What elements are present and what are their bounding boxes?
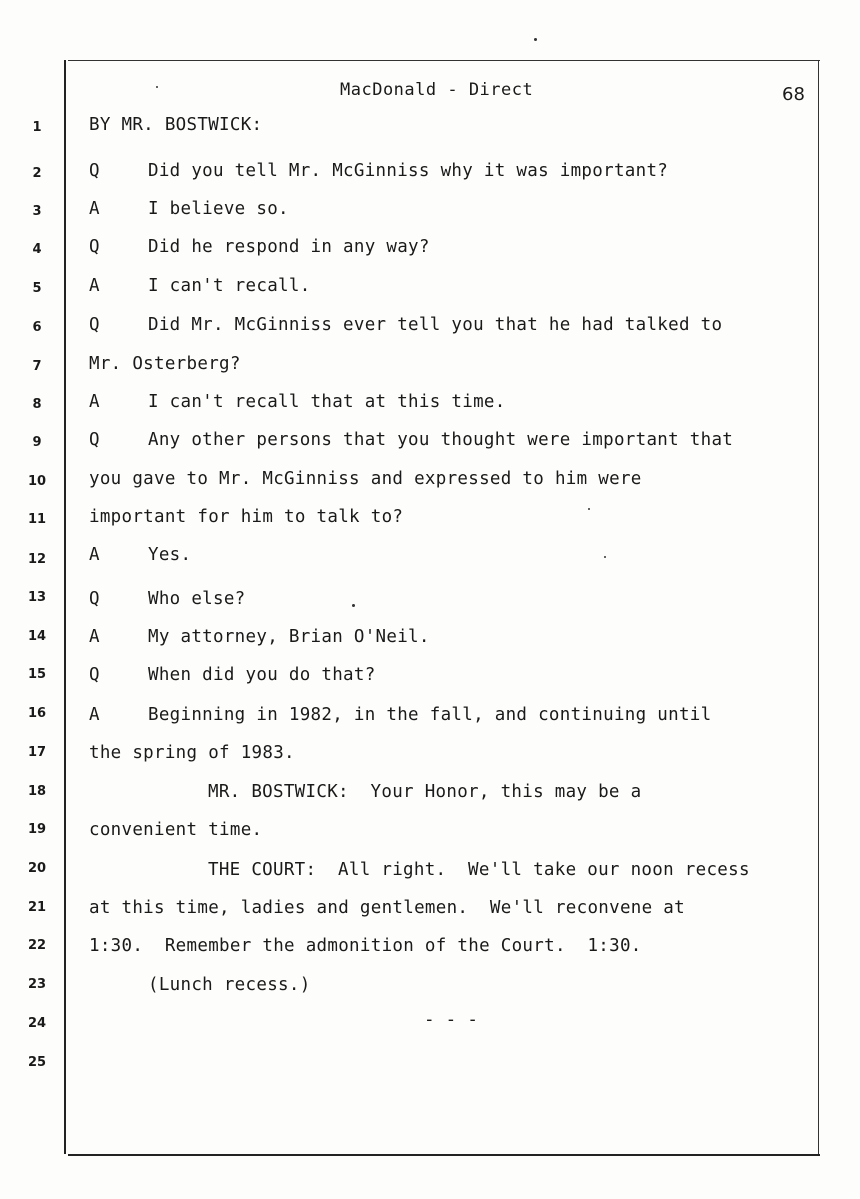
transcript-line: (Lunch recess.)	[148, 975, 311, 995]
transcript-line: at this time, ladies and gentlemen. We'll reconvene at	[89, 898, 685, 918]
scan-speck	[604, 556, 606, 558]
line-number: 19	[27, 822, 47, 837]
qa-marker: Q	[89, 430, 100, 450]
qa-marker: Q	[89, 237, 100, 257]
qa-marker: Q	[89, 589, 100, 609]
line-number: 20	[27, 861, 47, 876]
qa-marker: A	[89, 392, 100, 412]
line-number: 9	[32, 435, 42, 450]
transcript-line: I can't recall.	[148, 276, 311, 296]
transcript-line: My attorney, Brian O'Neil.	[148, 627, 430, 647]
qa-marker: A	[89, 705, 100, 725]
transcript-line: important for him to talk to?	[89, 507, 404, 527]
transcript-line: Did he respond in any way?	[148, 237, 430, 257]
transcript-line: Any other persons that you thought were important that	[148, 430, 734, 450]
transcript-line: Yes.	[148, 545, 192, 565]
qa-marker: A	[89, 627, 100, 647]
line-number: 1	[32, 120, 42, 135]
line-number: 23	[27, 977, 47, 992]
line-number: 11	[27, 512, 47, 527]
page-header-title: MacDonald - Direct	[340, 80, 534, 100]
line-number: 24	[27, 1016, 47, 1031]
line-number: 2	[32, 166, 42, 181]
line-number: 5	[32, 281, 42, 296]
line-number: 6	[32, 320, 42, 335]
transcript-line: Did you tell Mr. McGinniss why it was important?	[148, 161, 669, 181]
transcript-line: convenient time.	[89, 820, 263, 840]
transcript-line: When did you do that?	[148, 665, 376, 685]
page-border-left	[64, 60, 66, 1154]
line-number: 17	[27, 745, 47, 760]
line-number: 22	[27, 938, 47, 953]
line-number: 3	[32, 204, 42, 219]
transcript-line: THE COURT: All right. We'll take our noon recess	[208, 860, 750, 880]
transcript-line: I can't recall that at this time.	[148, 392, 506, 412]
qa-marker: Q	[89, 665, 100, 685]
line-number: 7	[32, 359, 42, 374]
qa-marker: A	[89, 199, 100, 219]
line-number: 13	[27, 590, 47, 605]
qa-marker: Q	[89, 161, 100, 181]
line-number: 10	[27, 474, 47, 489]
transcript-line: I believe so.	[148, 199, 289, 219]
transcript-line: you gave to Mr. McGinniss and expressed to him were	[89, 469, 642, 489]
line-number: 18	[27, 784, 47, 799]
transcript-line: Beginning in 1982, in the fall, and continuing until	[148, 705, 712, 725]
transcript-line: 1:30. Remember the admonition of the Court. 1:30.	[89, 936, 642, 956]
transcript-line: BY MR. BOSTWICK:	[89, 115, 263, 135]
line-number: 8	[32, 397, 42, 412]
transcript-line: Who else?	[148, 589, 246, 609]
qa-marker: Q	[89, 315, 100, 335]
scan-speck	[534, 38, 537, 41]
line-number: 15	[27, 667, 47, 682]
line-number: 25	[27, 1055, 47, 1070]
line-number: 4	[32, 242, 42, 257]
page-border-top	[68, 60, 820, 61]
scan-speck	[588, 508, 590, 510]
line-number: 12	[27, 552, 47, 567]
page-number: 68	[782, 84, 805, 105]
transcript-line: MR. BOSTWICK: Your Honor, this may be a	[208, 782, 642, 802]
line-number: 21	[27, 900, 47, 915]
line-number: 14	[27, 629, 47, 644]
scan-speck	[156, 86, 158, 88]
transcript-line: Mr. Osterberg?	[89, 354, 241, 374]
transcript-line: Did Mr. McGinniss ever tell you that he had talked to	[148, 315, 723, 335]
transcript-line: - - -	[424, 1010, 479, 1030]
scan-speck	[352, 604, 355, 607]
line-number: 16	[27, 706, 47, 721]
transcript-line: the spring of 1983.	[89, 743, 295, 763]
qa-marker: A	[89, 545, 100, 565]
qa-marker: A	[89, 276, 100, 296]
page-border-right	[818, 60, 819, 1154]
page-border-bottom	[68, 1154, 820, 1156]
